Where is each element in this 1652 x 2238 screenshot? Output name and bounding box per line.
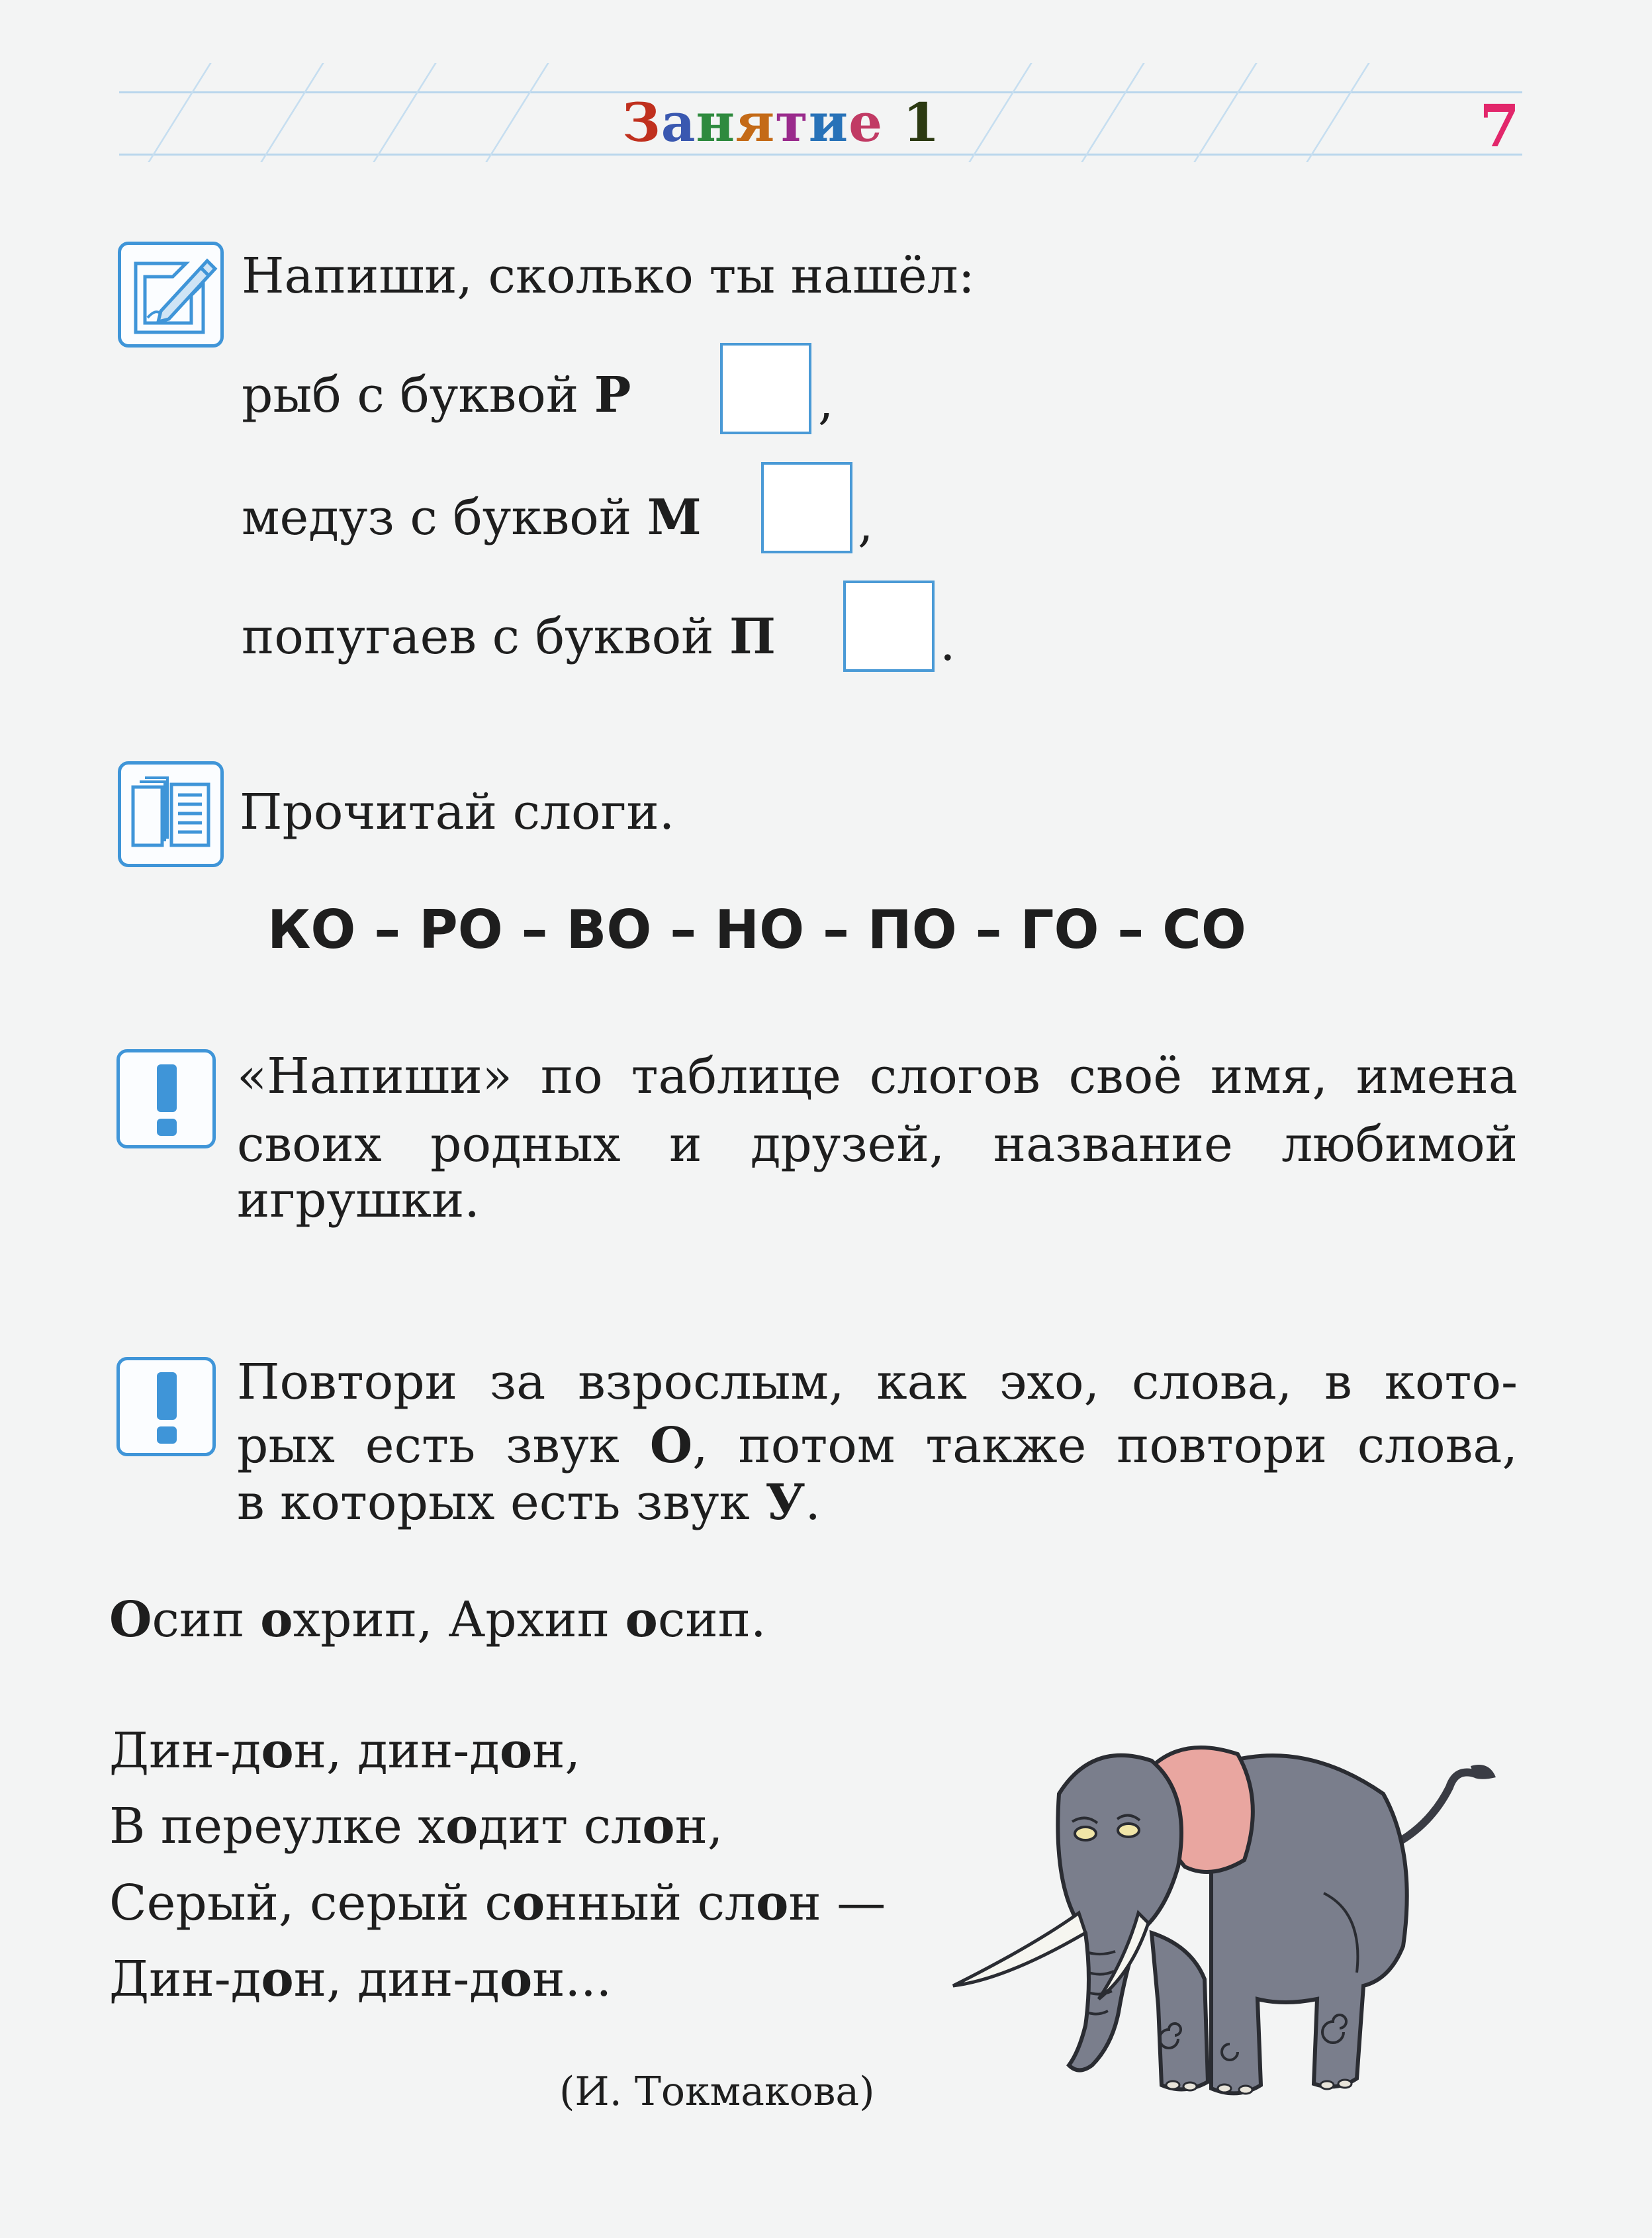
bold-letter: о bbox=[512, 1875, 545, 1932]
task3-line: игрушки. bbox=[237, 1172, 480, 1229]
bold-letter: о bbox=[642, 1798, 675, 1855]
title-letter: т bbox=[775, 91, 809, 154]
task3-line: своих родных и друзей, название любимой bbox=[237, 1116, 1518, 1173]
syllable-row: КО – РО – ВО – НО – ПО – ГО – СО bbox=[267, 899, 1246, 960]
bold-letter: о bbox=[499, 1951, 533, 2008]
row-text: попугаев с буквой bbox=[242, 608, 729, 665]
text-part: Дин-д bbox=[109, 1722, 261, 1779]
bold-letter: О bbox=[649, 1417, 693, 1474]
text-part: н... bbox=[532, 1951, 612, 2008]
bold-letter: О bbox=[109, 1591, 152, 1648]
exclamation-icon bbox=[116, 1357, 216, 1456]
header-slash bbox=[260, 63, 324, 162]
task2-instruction: Прочитай слоги. bbox=[240, 784, 675, 841]
text-part: н — bbox=[788, 1875, 886, 1932]
text-part: н, дин-д bbox=[293, 1951, 500, 2008]
text-part: хрип, Архип bbox=[293, 1591, 625, 1648]
bold-letter: о bbox=[625, 1591, 658, 1648]
text-part: Серый, серый с bbox=[109, 1875, 512, 1932]
lesson-title bbox=[622, 91, 941, 154]
answer-box-jellyfish[interactable] bbox=[761, 462, 852, 553]
poem-author: (И. Токмакова) bbox=[559, 2069, 875, 2115]
text-part: сип bbox=[152, 1591, 261, 1648]
row-punct: . bbox=[940, 615, 956, 672]
bold-letter: У bbox=[765, 1474, 805, 1531]
task1-row-jellyfish bbox=[242, 489, 702, 546]
title-letter: З bbox=[622, 91, 661, 154]
text-part: В переулке х bbox=[109, 1798, 446, 1855]
bold-letter: о bbox=[261, 1722, 294, 1779]
poem-line bbox=[109, 1722, 581, 1779]
elephant-illustration bbox=[927, 1695, 1522, 2125]
text-part: сип. bbox=[657, 1591, 766, 1648]
header-slash bbox=[148, 63, 212, 162]
bold-letter: о bbox=[756, 1875, 789, 1932]
text-part: н, bbox=[674, 1798, 723, 1855]
exclamation-icon bbox=[116, 1049, 216, 1148]
title-letter: а bbox=[661, 91, 696, 154]
text-part: . bbox=[805, 1474, 821, 1531]
text-part: рых есть звук bbox=[237, 1417, 650, 1474]
text-part: , потом также повтори слова, bbox=[692, 1417, 1518, 1474]
row-text: рыб с буквой bbox=[242, 367, 594, 424]
header-slash bbox=[485, 63, 549, 162]
open-book-icon bbox=[118, 761, 224, 867]
row-letter: Р bbox=[594, 367, 631, 424]
header-slash bbox=[1306, 63, 1370, 162]
exclamation-bar bbox=[157, 1372, 177, 1420]
tongue-twister bbox=[109, 1591, 766, 1648]
task1-row-fish bbox=[242, 367, 631, 424]
text-part: нный сл bbox=[545, 1875, 757, 1932]
exclamation-dot bbox=[157, 1426, 177, 1444]
bold-letter: о bbox=[261, 1951, 294, 2008]
pencil-writing-icon bbox=[118, 242, 224, 348]
text-part: н, дин-д bbox=[293, 1722, 500, 1779]
row-punct: , bbox=[818, 373, 834, 430]
answer-box-parrots[interactable] bbox=[843, 581, 935, 672]
task4-line: Повтори за взрослым, как эхо, слова, в кото- bbox=[237, 1354, 1518, 1411]
title-letter: н bbox=[696, 91, 736, 154]
row-letter: М bbox=[647, 489, 702, 546]
title-letter: и bbox=[808, 91, 849, 154]
exclamation-dot bbox=[157, 1119, 177, 1136]
task4-line bbox=[237, 1468, 1518, 1537]
row-punct: , bbox=[858, 496, 874, 553]
title-letter: я bbox=[735, 91, 776, 154]
exclamation-bar bbox=[157, 1064, 177, 1112]
poem-line bbox=[109, 1798, 723, 1855]
task1-instruction: Напиши, сколько ты нашёл: bbox=[242, 248, 975, 304]
page-number: 7 bbox=[1479, 91, 1520, 160]
header-slash bbox=[1081, 63, 1145, 162]
text-part: дит сл bbox=[478, 1798, 643, 1855]
title-letter: е bbox=[849, 91, 884, 154]
lesson-number: 1 bbox=[903, 91, 941, 154]
answer-box-fish[interactable] bbox=[720, 343, 811, 434]
text-part: н, bbox=[532, 1722, 581, 1779]
poem-line bbox=[109, 1951, 612, 2008]
bold-letter: о bbox=[445, 1798, 479, 1855]
task3-line: «Напиши» по таблице слогов своё имя, имена bbox=[237, 1048, 1518, 1105]
header-slash bbox=[1193, 63, 1258, 162]
task1-row-parrots bbox=[242, 608, 776, 665]
row-text: медуз с буквой bbox=[242, 489, 647, 546]
text-part: в которых есть звук bbox=[237, 1474, 766, 1531]
header-slash bbox=[373, 63, 437, 162]
bold-letter: о bbox=[499, 1722, 533, 1779]
poem-line bbox=[109, 1875, 886, 1932]
bold-letter: о bbox=[260, 1591, 293, 1648]
text-part: Дин-д bbox=[109, 1951, 261, 2008]
row-letter: П bbox=[729, 608, 776, 665]
header-slash bbox=[968, 63, 1032, 162]
